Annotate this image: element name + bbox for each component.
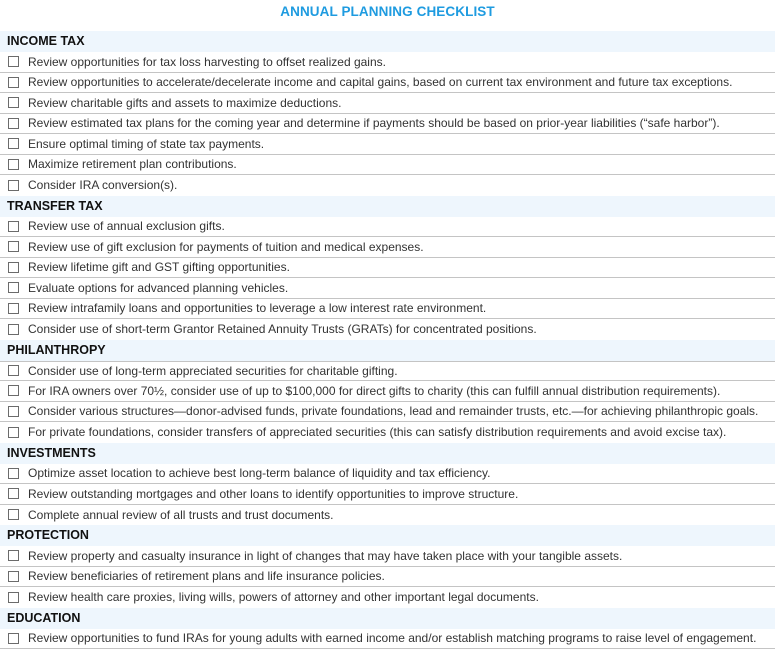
checklist-item-text: Review use of gift exclusion for payments of tuition and medical expenses. (28, 239, 424, 254)
checkbox-icon[interactable] (8, 406, 19, 417)
section-heading: PHILANTHROPY (0, 340, 775, 361)
checklist-item (0, 546, 775, 567)
checklist-item (0, 114, 775, 135)
checklist-item-text: For IRA owners over 70½, consider use of up to $100,000 for direct gifts to charity (this can fulfill annual distribution requirements). (28, 383, 721, 398)
checklist-section (0, 31, 775, 196)
checklist-item-text: Review intrafamily loans and opportunities to leverage a low interest rate environment. (28, 301, 487, 316)
checklist-item (0, 361, 775, 382)
checklist (0, 31, 775, 649)
checklist-item (0, 629, 775, 650)
checklist-item-text: Consider various structures—donor-advised funds, private foundations, lead and remainder trusts, etc.—for achieving philanthropic goals. (28, 404, 759, 419)
checklist-section (0, 525, 775, 608)
checklist-item-text: Ensure optimal timing of state tax payments. (28, 136, 265, 151)
checklist-item-text: Review opportunities to accelerate/decelerate income and capital gains, based on current tax environment and future tax exceptions. (28, 75, 733, 90)
section-heading: TRANSFER TAX (0, 196, 775, 217)
checklist-item-text: Review opportunities for tax loss harvesting to offset realized gains. (28, 54, 386, 69)
checklist-item (0, 258, 775, 279)
checklist-item (0, 567, 775, 588)
checkbox-icon[interactable] (8, 77, 19, 88)
checkbox-icon[interactable] (8, 488, 19, 499)
checkbox-icon[interactable] (8, 262, 19, 273)
section-heading: INCOME TAX (0, 31, 775, 52)
checklist-item-text: Evaluate options for advanced planning vehicles. (28, 280, 289, 295)
page-title: ANNUAL PLANNING CHECKLIST (280, 4, 495, 19)
checklist-item (0, 299, 775, 320)
checkbox-icon[interactable] (8, 118, 19, 129)
checklist-item (0, 52, 775, 73)
checklist-item (0, 217, 775, 238)
section-heading: PROTECTION (0, 525, 775, 546)
checkbox-icon[interactable] (8, 56, 19, 67)
checkbox-icon[interactable] (8, 571, 19, 582)
section-heading: INVESTMENTS (0, 443, 775, 464)
checkbox-icon[interactable] (8, 633, 19, 644)
checklist-item (0, 402, 775, 423)
checklist-item (0, 93, 775, 114)
checkbox-icon[interactable] (8, 138, 19, 149)
checklist-item (0, 381, 775, 402)
checkbox-icon[interactable] (8, 221, 19, 232)
checklist-item (0, 505, 775, 526)
section-heading: EDUCATION (0, 608, 775, 629)
checklist-item-text: Review beneficiaries of retirement plans and life insurance policies. (28, 569, 385, 584)
checklist-item (0, 155, 775, 176)
checkbox-icon[interactable] (8, 97, 19, 108)
checklist-item-text: Review health care proxies, living wills, powers of attorney and other important legal documents. (28, 590, 539, 605)
checklist-section (0, 443, 775, 526)
checkbox-icon[interactable] (8, 159, 19, 170)
checklist-item (0, 464, 775, 485)
checklist-item (0, 422, 775, 443)
checklist-item-text: Review outstanding mortgages and other loans to identify opportunities to improve structure. (28, 486, 519, 501)
checkbox-icon[interactable] (8, 592, 19, 603)
checkbox-icon[interactable] (8, 509, 19, 520)
checkbox-icon[interactable] (8, 365, 19, 376)
checklist-item (0, 484, 775, 505)
checklist-item (0, 134, 775, 155)
checklist-item-text: Optimize asset location to achieve best long-term balance of liquidity and tax efficiency. (28, 466, 491, 481)
checkbox-icon[interactable] (8, 324, 19, 335)
checklist-item-text: Review use of annual exclusion gifts. (28, 219, 225, 234)
checklist-item (0, 319, 775, 340)
checklist-section (0, 196, 775, 340)
checklist-item-text: For private foundations, consider transfers of appreciated securities (this can satisfy distribution requirements and avoid excise tax). (28, 425, 727, 440)
checklist-section (0, 340, 775, 443)
checkbox-icon[interactable] (8, 241, 19, 252)
checklist-item (0, 278, 775, 299)
checklist-item-text: Consider IRA conversion(s). (28, 178, 178, 193)
checkbox-icon[interactable] (8, 468, 19, 479)
checklist-item (0, 587, 775, 608)
checklist-section (0, 608, 775, 650)
checklist-item-text: Review charitable gifts and assets to maximize deductions. (28, 95, 342, 110)
checkbox-icon[interactable] (8, 385, 19, 396)
checklist-item (0, 73, 775, 94)
checkbox-icon[interactable] (8, 427, 19, 438)
checkbox-icon[interactable] (8, 303, 19, 314)
checklist-item-text: Consider use of short-term Grantor Retained Annuity Trusts (GRATs) for concentrated positions. (28, 322, 537, 337)
checkbox-icon[interactable] (8, 282, 19, 293)
checklist-item-text: Review property and casualty insurance in light of changes that may have taken place with your tangible assets. (28, 548, 623, 563)
checklist-item-text: Review lifetime gift and GST gifting opportunities. (28, 260, 290, 275)
checklist-item-text: Complete annual review of all trusts and trust documents. (28, 507, 334, 522)
checkbox-icon[interactable] (8, 180, 19, 191)
checklist-item-text: Review opportunities to fund IRAs for young adults with earned income and/or establish matching programs to raise level of engagement. (28, 631, 757, 646)
checklist-item (0, 175, 775, 196)
checklist-item (0, 237, 775, 258)
checklist-item-text: Maximize retirement plan contributions. (28, 157, 237, 172)
checklist-item-text: Consider use of long-term appreciated securities for charitable gifting. (28, 363, 398, 378)
checklist-item-text: Review estimated tax plans for the coming year and determine if payments should be based on prior-year liabilities (“safe harbor”). (28, 116, 720, 131)
checkbox-icon[interactable] (8, 550, 19, 561)
